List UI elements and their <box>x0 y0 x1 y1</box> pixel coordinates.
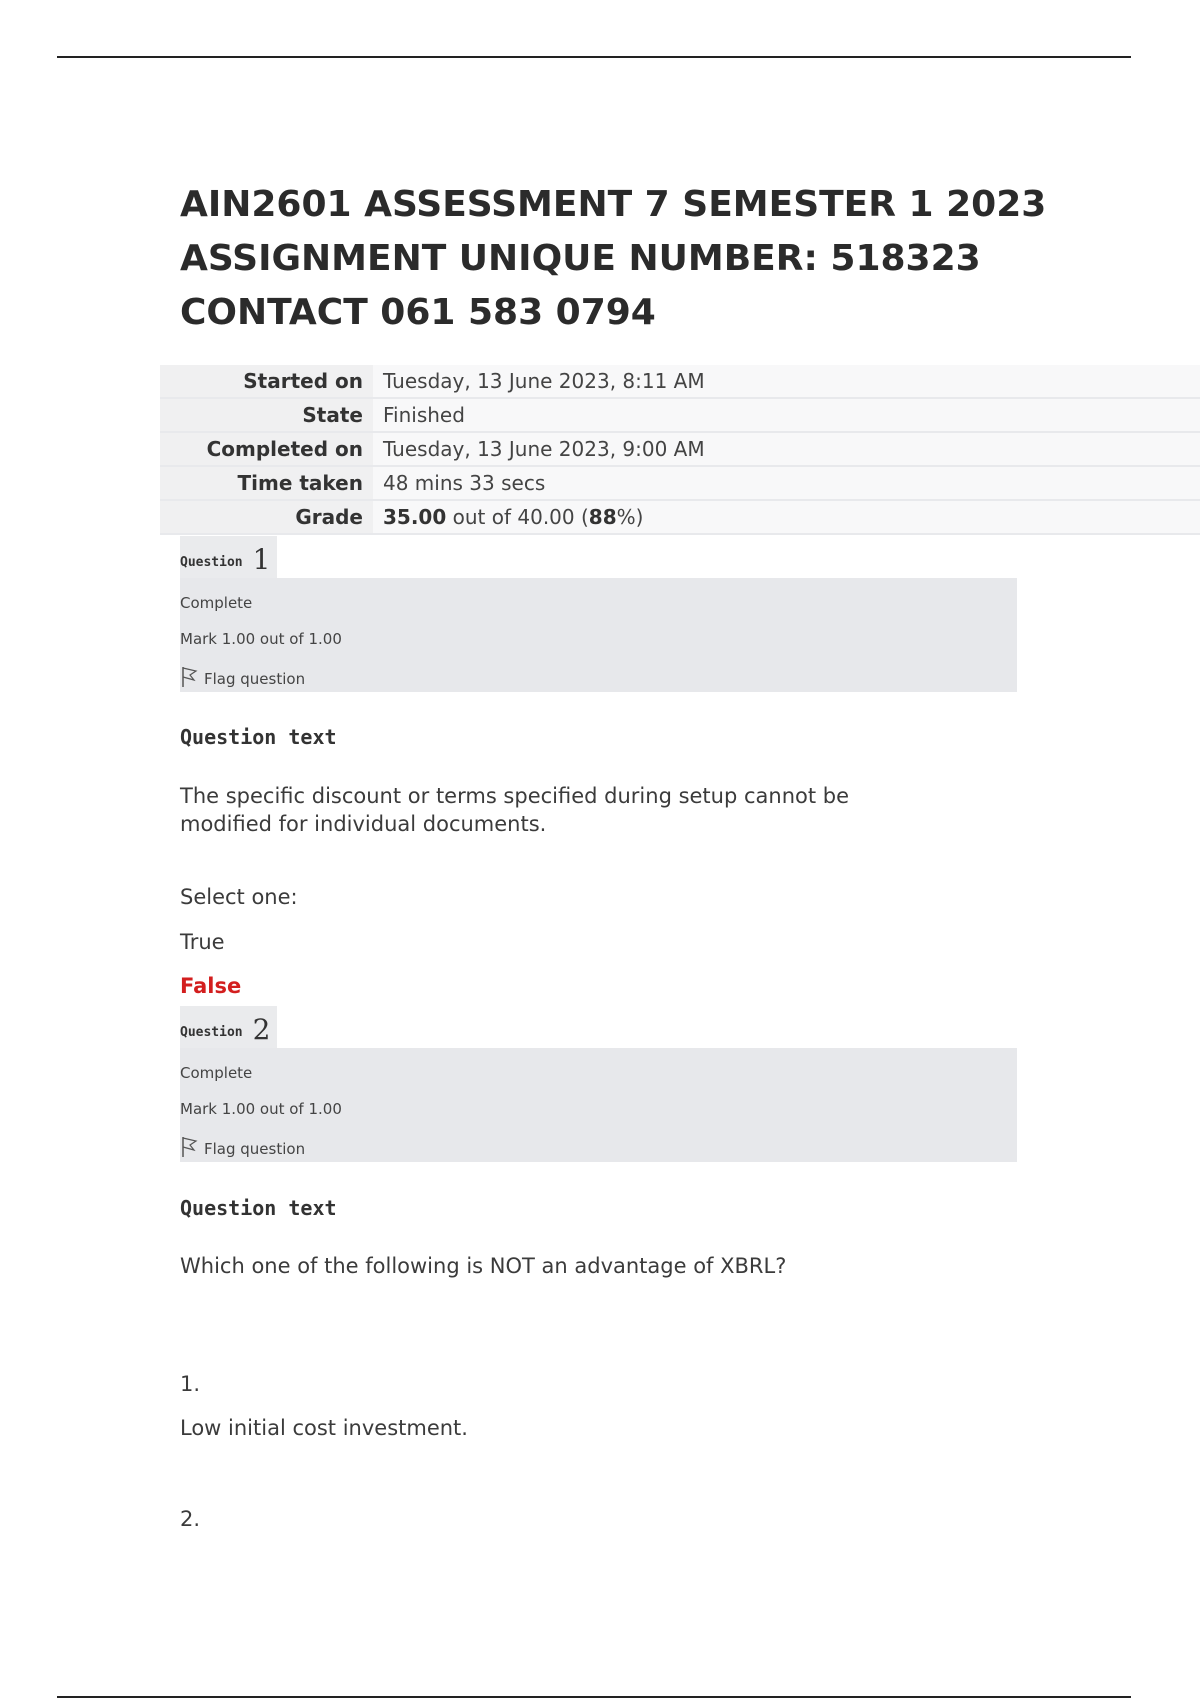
completed-on-value: Tuesday, 13 June 2023, 9:00 AM <box>373 432 1200 466</box>
question-1-text-label: Question text <box>180 725 337 749</box>
top-rule <box>57 56 1131 58</box>
title-line-1: AIN2601 ASSESSMENT 7 SEMESTER 1 2023 <box>180 184 1047 225</box>
flag-icon <box>180 1136 198 1158</box>
option-1-index: 1. <box>180 1372 201 1396</box>
flag-question-button[interactable] <box>180 1136 305 1158</box>
document-title <box>180 178 1080 340</box>
question-number: 1 <box>252 543 271 576</box>
completed-on-label: Completed on <box>160 432 373 466</box>
grade-out-of: out of 40.00 ( <box>452 505 589 529</box>
attempt-summary-table <box>160 365 1200 535</box>
time-taken-value: 48 mins 33 secs <box>373 466 1200 500</box>
question-1-info <box>180 578 1017 692</box>
question-2-info <box>180 1048 1017 1162</box>
summary-row-completed <box>160 432 1200 466</box>
summary-row-time <box>160 466 1200 500</box>
summary-row-grade <box>160 500 1200 534</box>
flag-icon <box>180 666 198 688</box>
question-2-mark: Mark 1.00 out of 1.00 <box>180 1100 342 1118</box>
grade-percent: 88 <box>588 505 617 529</box>
question-2-text-label: Question text <box>180 1196 337 1220</box>
grade-score: 35.00 <box>383 505 447 529</box>
question-2-header <box>180 1006 277 1048</box>
option-2-index: 2. <box>180 1507 201 1531</box>
title-line-3: CONTACT 061 583 0794 <box>180 292 656 333</box>
state-value: Finished <box>373 398 1200 432</box>
question-1-text: The specific discount or terms specified during setup cannot be modified for individual documents. <box>180 784 850 836</box>
grade-value <box>373 500 1200 534</box>
option-1-label[interactable]: Low initial cost investment. <box>180 1416 468 1440</box>
question-1-status: Complete <box>180 594 253 612</box>
summary-row-started <box>160 365 1200 398</box>
grade-label: Grade <box>160 500 373 534</box>
question-word: Question <box>180 1025 243 1040</box>
time-taken-label: Time taken <box>160 466 373 500</box>
question-2-status: Complete <box>180 1064 253 1082</box>
bottom-rule <box>57 1696 1131 1698</box>
question-1-mark: Mark 1.00 out of 1.00 <box>180 630 342 648</box>
flag-question-label: Flag question <box>204 1140 306 1158</box>
question-1-select-label: Select one: <box>180 885 298 909</box>
question-number: 2 <box>252 1013 271 1046</box>
question-1-header <box>180 536 277 578</box>
started-on-value: Tuesday, 13 June 2023, 8:11 AM <box>373 365 1200 398</box>
question-2-text: Which one of the following is NOT an advantage of XBRL? <box>180 1254 787 1278</box>
title-line-2: ASSIGNMENT UNIQUE NUMBER: 518323 <box>180 238 981 279</box>
option-true[interactable]: True <box>180 930 225 954</box>
summary-row-state <box>160 398 1200 432</box>
started-on-label: Started on <box>160 365 373 398</box>
state-label: State <box>160 398 373 432</box>
flag-question-label: Flag question <box>204 670 306 688</box>
grade-close: %) <box>616 505 644 529</box>
flag-question-button[interactable] <box>180 666 305 688</box>
question-word: Question <box>180 555 243 570</box>
option-false[interactable]: False <box>180 974 242 998</box>
